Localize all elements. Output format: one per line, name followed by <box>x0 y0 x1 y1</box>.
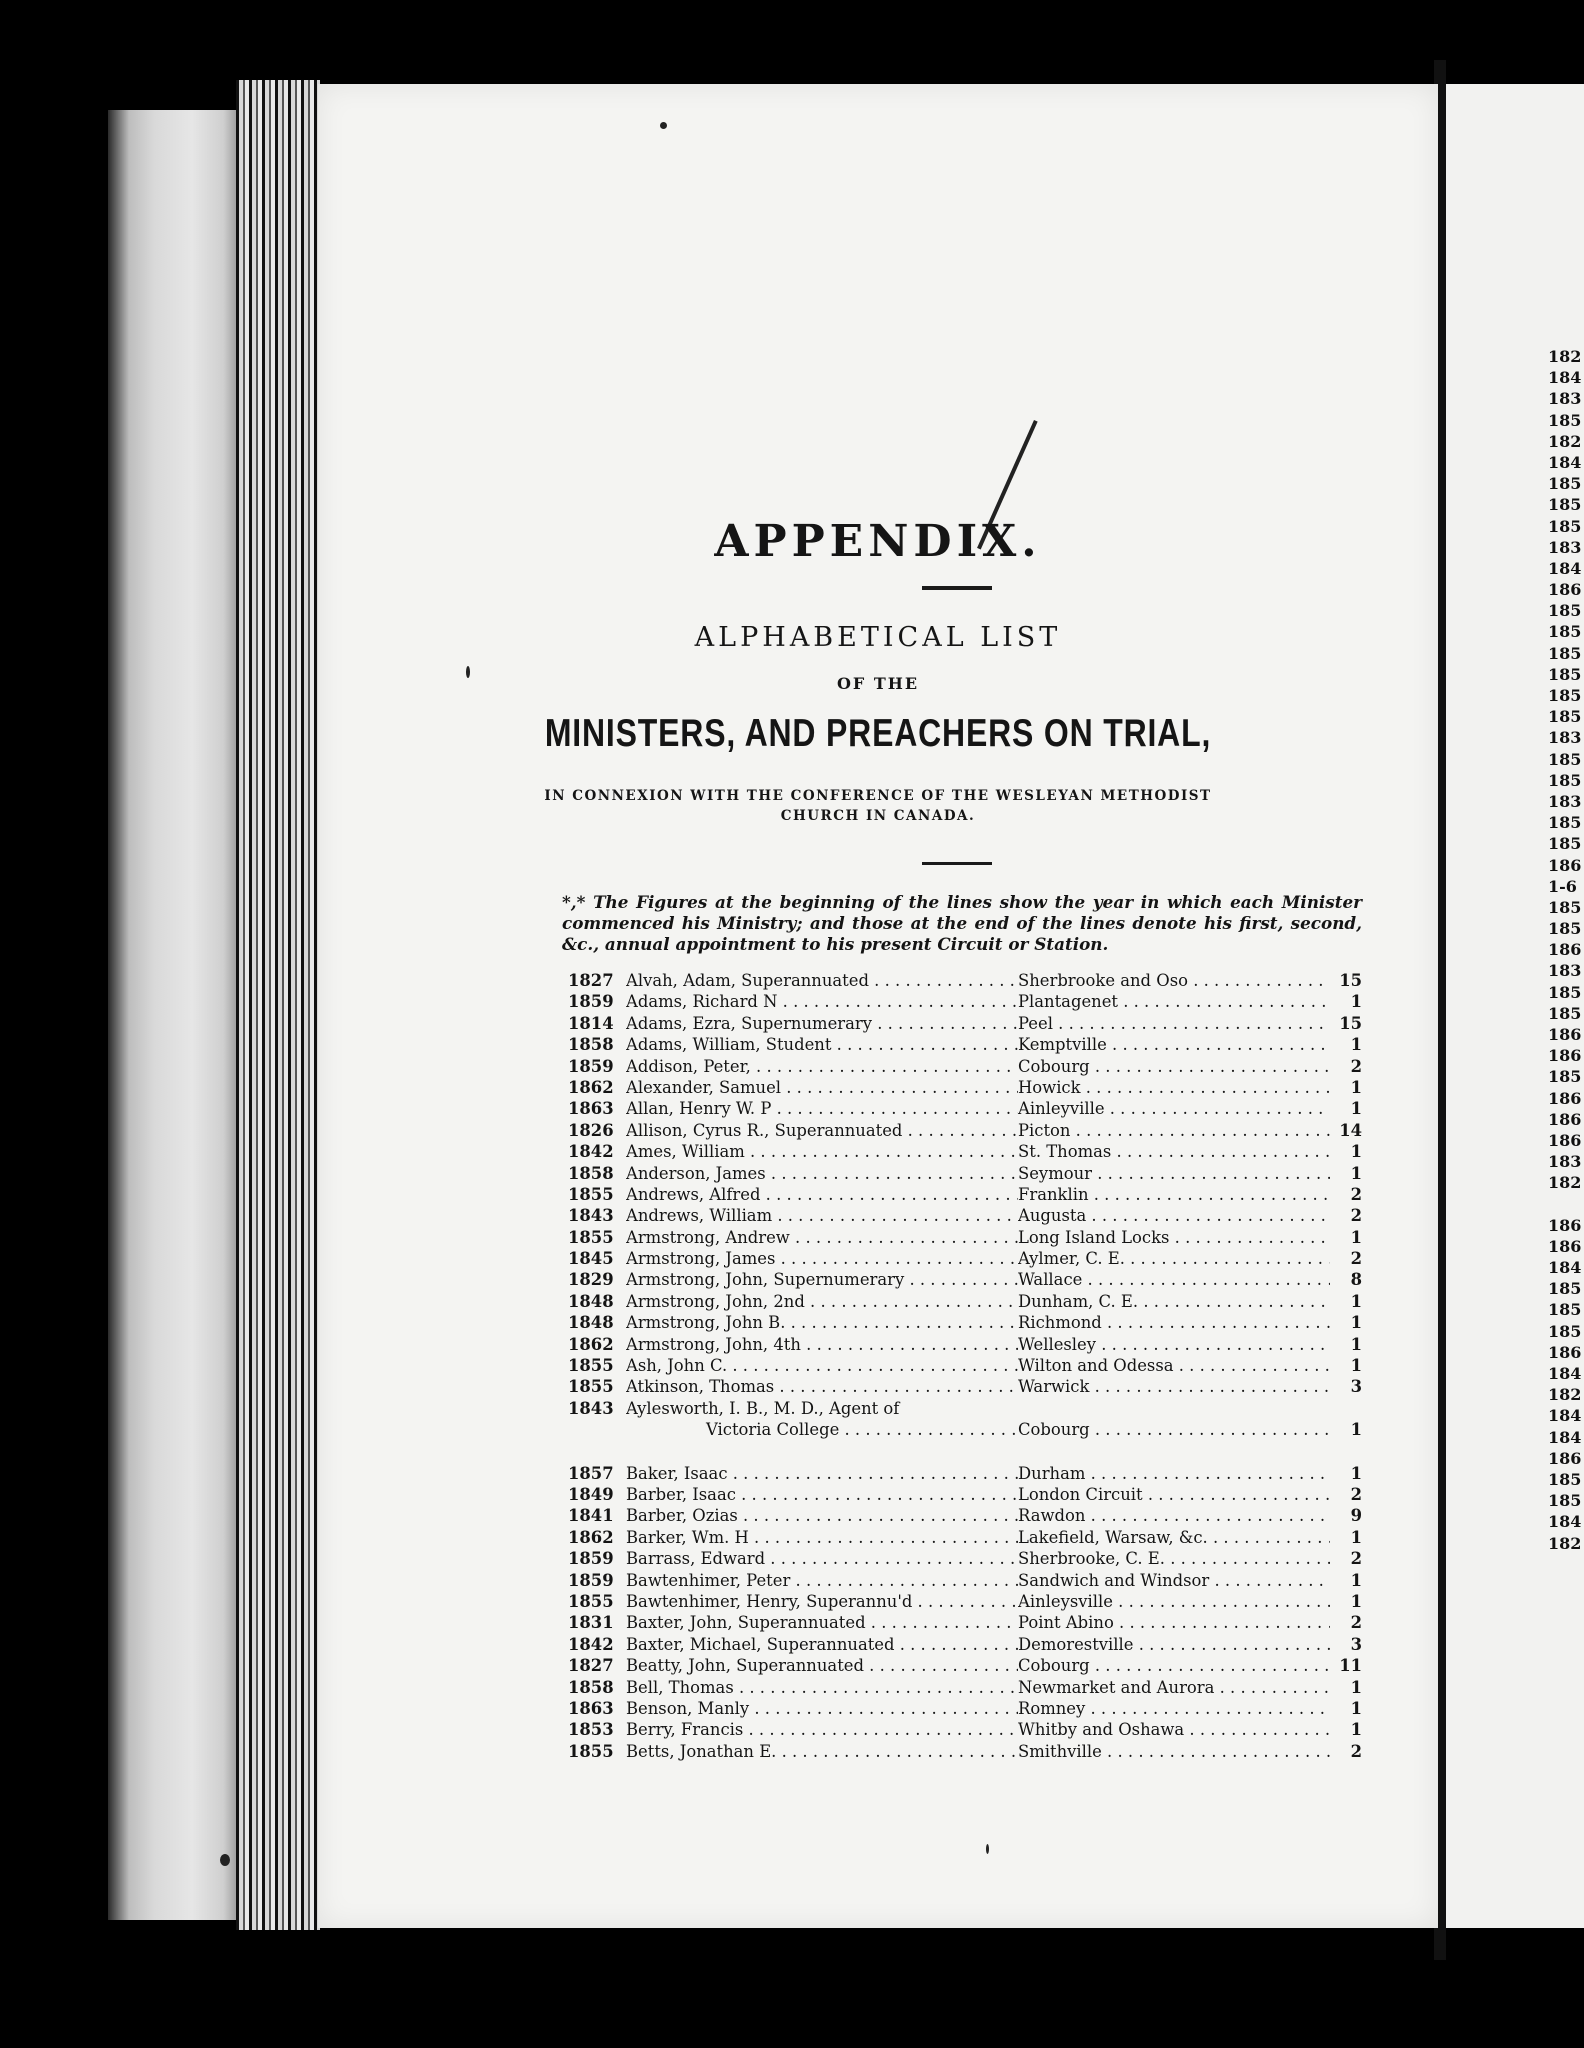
list-item <box>568 1612 1368 1633</box>
entry-circuit: Howick . . . <box>1018 1077 1330 1098</box>
entry-appointment-number: 2 <box>1350 1741 1362 1761</box>
facing-page-year: 1-6 <box>1548 876 1577 896</box>
entry-appointment-number: 1 <box>1350 1099 1362 1119</box>
facing-page-year: 185 <box>1548 1469 1582 1489</box>
entry-name: Bawtenhimer, Henry, Superannu'd . . . <box>626 1591 1018 1612</box>
entry-year: 1843 <box>568 1398 614 1418</box>
entry-year: 1814 <box>568 1013 614 1033</box>
heading-connexion-line2: CHURCH IN CANADA. <box>780 808 976 824</box>
list-item <box>568 1056 1368 1077</box>
ink-speck <box>220 1854 230 1866</box>
entry-year: 1827 <box>568 971 614 990</box>
facing-page-year: 186 <box>1548 1025 1582 1044</box>
list-item <box>568 1077 1368 1098</box>
list-item <box>568 1463 1368 1484</box>
entry-year: 1842 <box>568 1142 614 1162</box>
entry-appointment-number: 1 <box>1350 1698 1362 1718</box>
facing-page-year: 185 <box>1548 1321 1582 1341</box>
facing-page-year: 185 <box>1548 813 1582 833</box>
facing-page-year: 185 <box>1548 1279 1582 1299</box>
entry-circuit: Plantagenet . . . <box>1018 991 1330 1012</box>
entry-year: 1826 <box>568 1120 614 1140</box>
facing-page-year: 186 <box>1548 1046 1582 1066</box>
list-item <box>568 1312 1368 1333</box>
entry-appointment-number: 2 <box>1350 1249 1362 1269</box>
facing-page-year: 185 <box>1548 707 1582 727</box>
entry-name: Barker, Wm. H . . . <box>626 1527 1018 1548</box>
facing-page-year: 184 <box>1548 368 1582 388</box>
facing-page-year: 185 <box>1548 834 1582 854</box>
entry-year: 1848 <box>568 1313 614 1333</box>
list-item <box>568 991 1368 1012</box>
facing-page-year: 186 <box>1548 1342 1582 1362</box>
entry-appointment-number: 1 <box>1350 992 1362 1012</box>
list-item <box>568 1484 1368 1505</box>
entry-year: 1859 <box>568 1056 614 1076</box>
entry-name: Addison, Peter, . . . <box>626 1056 1018 1077</box>
entry-circuit: Picton . . . <box>1018 1120 1330 1141</box>
entry-year: 1849 <box>568 1484 614 1504</box>
facing-page-year: 186 <box>1548 580 1582 600</box>
facing-page-year: 184 <box>1548 1406 1582 1426</box>
entry-year: 1841 <box>568 1506 614 1526</box>
facing-page-year: 184 <box>1548 558 1582 578</box>
entry-name: Andrews, William . . . <box>626 1205 1018 1226</box>
facing-page-year: 182 <box>1548 1385 1582 1405</box>
facing-page-year: 185 <box>1548 474 1582 494</box>
entry-name: Barber, Isaac . . . <box>626 1484 1018 1505</box>
entry-circuit: Ainleysville . . . <box>1018 1591 1330 1612</box>
entry-circuit: Long Island Locks . . . <box>1018 1227 1330 1248</box>
list-item <box>568 1398 1368 1419</box>
facing-page-year: 185 <box>1548 770 1582 790</box>
entry-circuit: Cobourg . . . <box>1018 1056 1330 1077</box>
entry-appointment-number: 8 <box>1350 1270 1362 1290</box>
entry-appointment-number: 11 <box>1339 1656 1362 1676</box>
entry-circuit: Seymour . . . <box>1018 1163 1330 1184</box>
entry-name: Anderson, James . . . <box>626 1163 1018 1184</box>
entry-appointment-number: 1 <box>1350 1035 1362 1055</box>
entry-circuit: Demorestville . . . <box>1018 1634 1330 1655</box>
list-item <box>568 1527 1368 1548</box>
entry-year: 1863 <box>568 1099 614 1119</box>
entry-appointment-number: 2 <box>1350 1484 1362 1504</box>
heading-ministers: MINISTERS, AND PREACHERS ON TRIAL, <box>544 712 1212 755</box>
entry-name: Armstrong, Andrew . . . <box>626 1227 1018 1248</box>
entry-year: 1859 <box>568 1549 614 1569</box>
entry-circuit: Franklin . . . <box>1018 1184 1330 1205</box>
entry-appointment-number: 1 <box>1350 1142 1362 1162</box>
appendix-title: APPENDIX. <box>714 516 1042 567</box>
entry-year: 1858 <box>568 1677 614 1697</box>
entry-appointment-number: 14 <box>1339 1120 1362 1140</box>
facing-page-year: 184 <box>1548 1427 1582 1447</box>
list-item <box>568 1205 1368 1226</box>
facing-page-year: 186 <box>1548 1130 1582 1150</box>
list-item <box>568 1719 1368 1740</box>
entry-name: Benson, Manly . . . <box>626 1698 1018 1719</box>
facing-page-year: 185 <box>1548 919 1582 939</box>
entry-year <box>568 1419 626 1440</box>
entry-appointment-number: 2 <box>1350 1206 1362 1226</box>
entry-name: Allan, Henry W. P . . . <box>626 1098 1018 1119</box>
entry-year: 1859 <box>568 992 614 1012</box>
entry-year: 1859 <box>568 1570 614 1590</box>
entry-circuit: Ainleyville . . . <box>1018 1098 1330 1119</box>
entry-appointment-number: 1 <box>1350 1313 1362 1333</box>
entry-circuit: Lakefield, Warsaw, &c. . . . <box>1018 1527 1330 1548</box>
entry-appointment-number: 3 <box>1350 1377 1362 1397</box>
entry-appointment-number: 15 <box>1339 971 1362 990</box>
entry-year: 1853 <box>568 1720 614 1740</box>
facing-page-year: 185 <box>1548 686 1582 705</box>
heading-connexion-line1: IN CONNEXION WITH THE CONFERENCE OF THE WESLEYAN METHODIST <box>544 788 1212 804</box>
list-item <box>568 1141 1368 1162</box>
facing-page-year: 182 <box>1548 347 1582 366</box>
entry-name: Barrass, Edward . . . <box>626 1548 1018 1569</box>
entry-name: Atkinson, Thomas . . . <box>626 1376 1018 1397</box>
entry-circuit: Cobourg . . . <box>1018 1655 1330 1676</box>
document-page <box>318 84 1438 1928</box>
entry-year: 1862 <box>568 1527 614 1547</box>
entry-circuit: Sandwich and Windsor . . . <box>1018 1570 1330 1591</box>
entry-appointment-number: 1 <box>1350 1591 1362 1611</box>
list-item <box>568 1376 1368 1397</box>
entry-circuit: St. Thomas . . . <box>1018 1141 1330 1162</box>
facing-page-year: 184 <box>1548 1364 1582 1383</box>
entry-circuit: Durham . . . <box>1018 1463 1330 1484</box>
entry-name: Ames, William . . . <box>626 1141 1018 1162</box>
entry-name: Bawtenhimer, Peter . . . <box>626 1570 1018 1591</box>
facing-page-year <box>1548 1194 1584 1215</box>
list-item <box>568 970 1368 991</box>
entry-year: 1842 <box>568 1634 614 1654</box>
facing-page-year: 185 <box>1548 601 1582 621</box>
facing-page-year: 183 <box>1548 389 1582 409</box>
entry-name: Armstrong, John, Supernumerary . . . <box>626 1269 1018 1290</box>
entry-circuit: Wilton and Odessa . . . <box>1018 1355 1330 1376</box>
entry-circuit: Augusta . . . <box>1018 1205 1330 1226</box>
entry-circuit: Kemptville . . . <box>1018 1034 1330 1055</box>
entry-name: Adams, Richard N . . . <box>626 991 1018 1012</box>
entry-name: Betts, Jonathan E. . . . <box>626 1741 1018 1762</box>
entry-name: Armstrong, John, 4th . . . <box>626 1334 1018 1355</box>
entry-year: 1827 <box>568 1656 614 1676</box>
entry-year: 1855 <box>568 1741 614 1761</box>
facing-page-year: 185 <box>1548 410 1582 430</box>
facing-page-year: 185 <box>1548 897 1582 917</box>
entry-appointment-number: 1 <box>1350 1163 1362 1183</box>
facing-page-year: 183 <box>1548 1152 1582 1172</box>
entry-name: Andrews, Alfred . . . <box>626 1184 1018 1205</box>
entry-name: Armstrong, John B. . . . <box>626 1312 1018 1333</box>
entry-name: Berry, Francis . . . <box>626 1719 1018 1740</box>
entry-circuit: Cobourg . . . <box>1018 1419 1330 1440</box>
facing-page-year: 183 <box>1548 537 1582 557</box>
entry-appointment-number: 2 <box>1350 1549 1362 1569</box>
entry-name: Bell, Thomas . . . <box>626 1677 1018 1698</box>
facing-page-year: 183 <box>1548 728 1582 748</box>
facing-page-year: 186 <box>1548 1448 1582 1468</box>
list-item <box>568 1013 1368 1034</box>
entry-appointment-number: 1 <box>1350 1334 1362 1354</box>
entry-appointment-number: 9 <box>1350 1506 1362 1526</box>
entry-circuit: Sherbrooke, C. E. . . . <box>1018 1548 1330 1569</box>
entry-name: Baxter, Michael, Superannuated . . . <box>626 1634 1018 1655</box>
facing-page-year: 185 <box>1548 749 1582 769</box>
facing-page-year: 182 <box>1548 431 1582 451</box>
heading-connexion <box>318 786 1438 826</box>
entry-year: 1858 <box>568 1035 614 1055</box>
list-item <box>568 1291 1368 1312</box>
entry-appointment-number: 1 <box>1350 1356 1362 1376</box>
entry-name: Aylesworth, I. B., M. D., Agent of <box>626 1398 900 1418</box>
facing-page-year: 186 <box>1548 940 1582 960</box>
facing-page-year: 186 <box>1548 1215 1582 1235</box>
entry-appointment-number: 2 <box>1350 1613 1362 1633</box>
entry-name: Victoria College . . . <box>626 1419 1018 1440</box>
entry-year: 1845 <box>568 1249 614 1269</box>
facing-page-year: 185 <box>1548 495 1582 515</box>
entry-circuit: Romney . . . <box>1018 1698 1330 1719</box>
entry-appointment-number: 1 <box>1350 1720 1362 1740</box>
list-item <box>568 1355 1368 1376</box>
entry-circuit: Wallace . . . <box>1018 1269 1330 1290</box>
facing-page-year: 185 <box>1548 622 1582 642</box>
entry-year: 1857 <box>568 1463 614 1483</box>
entry-name: Alexander, Samuel . . . <box>626 1077 1018 1098</box>
facing-page-year: 185 <box>1548 982 1582 1002</box>
list-item <box>568 1741 1368 1762</box>
entry-name: Baxter, John, Superannuated . . . <box>626 1612 1018 1633</box>
entry-appointment-number: 1 <box>1350 1291 1362 1311</box>
facing-page-year: 184 <box>1548 452 1582 472</box>
entry-circuit: Richmond . . . <box>1018 1312 1330 1333</box>
entry-circuit: Sherbrooke and Oso . . . <box>1018 970 1330 991</box>
entry-circuit: Dunham, C. E. . . . <box>1018 1291 1330 1312</box>
list-item <box>568 1698 1368 1719</box>
entry-name: Alvah, Adam, Superannuated . . . <box>626 970 1018 991</box>
entry-name: Barber, Ozias . . . <box>626 1505 1018 1526</box>
entry-appointment-number: 1 <box>1350 1227 1362 1247</box>
entry-name: Adams, William, Student . . . <box>626 1034 1018 1055</box>
list-item <box>568 1591 1368 1612</box>
entry-circuit: Rawdon . . . <box>1018 1505 1330 1526</box>
facing-page-year: 183 <box>1548 791 1582 811</box>
entry-appointment-number: 1 <box>1350 1463 1362 1483</box>
entry-circuit <box>1018 1398 1330 1419</box>
entry-year: 1862 <box>568 1334 614 1354</box>
facing-page-year: 185 <box>1548 664 1582 684</box>
entry-year: 1858 <box>568 1163 614 1183</box>
entry-year: 1862 <box>568 1077 614 1097</box>
facing-page-year: 182 <box>1548 1533 1582 1553</box>
entry-circuit: Warwick . . . <box>1018 1376 1330 1397</box>
entry-appointment-number: 2 <box>1350 1184 1362 1204</box>
list-item <box>568 1163 1368 1184</box>
list-item <box>568 1505 1368 1526</box>
entry-year: 1855 <box>568 1184 614 1204</box>
entry-circuit: Aylmer, C. E. . . . <box>1018 1248 1330 1269</box>
ink-speck <box>660 122 667 129</box>
entry-circuit: Smithville . . . <box>1018 1741 1330 1762</box>
facing-page-year: 185 <box>1548 1067 1582 1087</box>
facing-page-year: 185 <box>1548 1491 1582 1511</box>
page-edges <box>236 80 320 1930</box>
explanatory-note: *,* The Figures at the beginning of the lines show the year in which each Minister commenced his Ministry; and those at the end of the lines denote his first, second, &c., annual appointment to his present Circuit or Station. <box>562 892 1362 954</box>
entry-name: Allison, Cyrus R., Superannuated . . . <box>626 1120 1018 1141</box>
list-item <box>568 1548 1368 1569</box>
entry-year: 1855 <box>568 1591 614 1611</box>
entry-name: Beatty, John, Superannuated . . . <box>626 1655 1018 1676</box>
list-item <box>568 1098 1368 1119</box>
heading-of-the: OF THE <box>836 674 920 693</box>
facing-page-year: 184 <box>1548 1258 1582 1278</box>
entry-circuit: Point Abino . . . <box>1018 1612 1330 1633</box>
entry-appointment-number: 1 <box>1350 1570 1362 1590</box>
entry-year: 1843 <box>568 1206 614 1226</box>
entry-year: 1855 <box>568 1356 614 1376</box>
list-item <box>568 1677 1368 1698</box>
list-item <box>568 1334 1368 1355</box>
facing-page-year: 184 <box>1548 1512 1582 1532</box>
facing-page-year: 185 <box>1548 1300 1582 1320</box>
title-rule <box>922 586 992 590</box>
entry-appointment-number: 1 <box>1350 1420 1362 1440</box>
list-item <box>568 1227 1368 1248</box>
entry-circuit: Wellesley . . . <box>1018 1334 1330 1355</box>
list-item <box>568 1120 1368 1141</box>
entry-year: 1855 <box>568 1227 614 1247</box>
list-item <box>568 1655 1368 1676</box>
entry-year: 1829 <box>568 1270 614 1290</box>
entry-appointment-number: 1 <box>1350 1677 1362 1697</box>
entry-appointment-number: 2 <box>1350 1056 1362 1076</box>
entry-appointment-number: 1 <box>1350 1077 1362 1097</box>
ink-speck <box>466 666 470 678</box>
entry-name: Adams, Ezra, Supernumerary . . . <box>626 1013 1018 1034</box>
facing-page-year: 185 <box>1548 643 1582 663</box>
facing-page-year: 186 <box>1548 1109 1582 1129</box>
list-item <box>568 1269 1368 1290</box>
facing-page-year: 185 <box>1548 1003 1582 1023</box>
entry-year: 1863 <box>568 1698 614 1718</box>
heading-rule <box>922 862 992 865</box>
entry-circuit: Newmarket and Aurora . . . <box>1018 1677 1330 1698</box>
facing-page-year: 182 <box>1548 1173 1582 1193</box>
list-item <box>568 1634 1368 1655</box>
entry-name: Baker, Isaac . . . <box>626 1463 1018 1484</box>
facing-page-year-column <box>1548 346 1584 1554</box>
entry-circuit: Peel . . . <box>1018 1013 1330 1034</box>
entry-appointment-number: 3 <box>1350 1634 1362 1654</box>
entry-name: Armstrong, John, 2nd . . . <box>626 1291 1018 1312</box>
facing-page-year: 186 <box>1548 1088 1582 1108</box>
entry-appointment-number: 15 <box>1339 1013 1362 1033</box>
entry-year: 1848 <box>568 1291 614 1311</box>
list-item <box>568 1034 1368 1055</box>
list-item <box>568 1248 1368 1269</box>
entry-name: Armstrong, James . . . <box>626 1248 1018 1269</box>
entry-name: Ash, John C. . . . <box>626 1355 1018 1376</box>
heading-alphabetical-list: ALPHABETICAL LIST <box>694 622 1062 653</box>
facing-page-year: 186 <box>1548 1236 1582 1256</box>
entry-year: 1831 <box>568 1613 614 1633</box>
ink-speck <box>986 1844 989 1854</box>
entry-appointment-number <box>1330 1398 1362 1419</box>
entry-year: 1855 <box>568 1377 614 1397</box>
facing-page-year: 185 <box>1548 516 1582 536</box>
entry-circuit: Whitby and Oshawa . . . <box>1018 1719 1330 1740</box>
ministers-list <box>568 970 1368 1762</box>
facing-page-year: 186 <box>1548 855 1582 875</box>
list-item <box>568 1419 1368 1440</box>
entry-appointment-number: 1 <box>1350 1527 1362 1547</box>
facing-page-year: 183 <box>1548 961 1582 981</box>
entry-circuit: London Circuit . . . <box>1018 1484 1330 1505</box>
list-item <box>568 1184 1368 1205</box>
list-item <box>568 1570 1368 1591</box>
